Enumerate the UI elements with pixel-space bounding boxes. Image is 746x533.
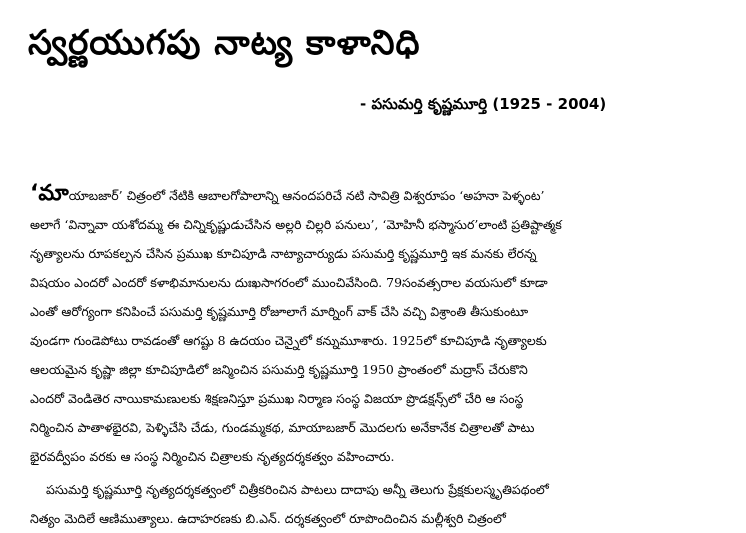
paragraph-line: ఎందరో వెండితెర నాయికామణులకు శిక్షణనిస్తూ ప్రముఖ నిర్మాణ సంస్థ విజయా ప్రొడక్షన్స్‌లో చేరి ఆ సంస్థ <box>30 391 524 406</box>
paragraph-line: వుండగా గుండెపోటు రావడంతో ఆగష్టు 8 ఉదయం చెన్నైలో కన్నుమూశారు. 1925లో కూచిపూడి నృత్యాలకు <box>30 333 547 348</box>
paragraph-line: ఆలయమైన కృష్ణా జిల్లా కూచిపూడిలో జన్మించిన పసుమర్తి కృష్ణమూర్తి 1950 ప్రాంతంలో మద్రాస్ చేరుకొని <box>30 362 528 377</box>
paragraph-line <box>30 475 716 504</box>
article-byline: - పసుమర్తి కృష్ణమూర్తి (1925 - 2004) <box>360 95 607 113</box>
paragraph-line <box>30 178 716 210</box>
paragraph-line: నిర్మించిన పాతాళభైరవి, పెళ్ళిచేసి చేడు, గుండమ్మకథ, మాయాబజార్ మొదలగు అనేకానేక చిత్రాలతో పాటు <box>30 420 535 435</box>
paragraph-line: విషయం ఎందరో ఎందరో కళాభిమానులను దుఃఖసాగరంలో ముంచివేసింది. 79సంవత్సరాల వయసులో కూడా <box>30 275 548 290</box>
paragraph-line-text: పసుమర్తి కృష్ణమూర్తి నృత్యదర్శకత్వంలో చిత్రీకరించిన పాటలు దాదాపు అన్నీ తెలుగు ప్రేక్షకులస్మృతిపథంలో <box>46 482 549 497</box>
paragraph-1 <box>30 178 716 471</box>
paragraph-line: భైరవద్వీపం వరకు ఆ సంస్థ నిర్మించిన చిత్రాలకు నృత్యదర్శకత్వం వహించారు. <box>30 449 395 464</box>
paragraph-2 <box>30 475 716 533</box>
article-title: స్వర్ణయుగపు నాట్య కాళానిధి <box>28 23 421 63</box>
article-body <box>30 178 716 533</box>
paragraph-line: అలాగే ‘విన్నావా యశోదమ్మ ఈ చిన్నికృష్ణుడుచేసిన అల్లరి చిల్లరి పనులు’, ‘మోహినీ భస్మాసుర’లాంటి ప్రతిష్టాత్మక <box>30 217 562 232</box>
paragraph-line: నృత్యాలను రూపకల్పన చేసిన ప్రముఖ కూచిపూడి నాట్యాచార్యుడు పసుమర్తి కృష్ణమూర్తి ఇక మనకు లేరన్న <box>30 246 537 261</box>
dropcap: ‘మా <box>30 181 69 206</box>
paragraph-line: నిత్యం మెదిలే ఆణిముత్యాలు. ఉదాహరణకు బి.ఎన్. దర్శకత్వంలో రూపొందించిన మల్లీశ్వరి చిత్రంలో <box>30 511 506 526</box>
paragraph-line: ఎంతో ఆరోగ్యంగా కనిపించే పసుమర్తి కృష్ణమూర్తి రోజూలాగే మార్నింగ్ వాక్ చేసి వచ్చి విశ్రాంతి తీసుకుంటూ <box>30 304 529 319</box>
paragraph-line-text: యాబజార్’ చిత్రంలో నేటికి ఆబాలగోపాలాన్ని ఆనందపరిచే నటి సావిత్రి విశ్వరూపం ‘అహనా పెళ్ళంట’ <box>68 188 545 203</box>
